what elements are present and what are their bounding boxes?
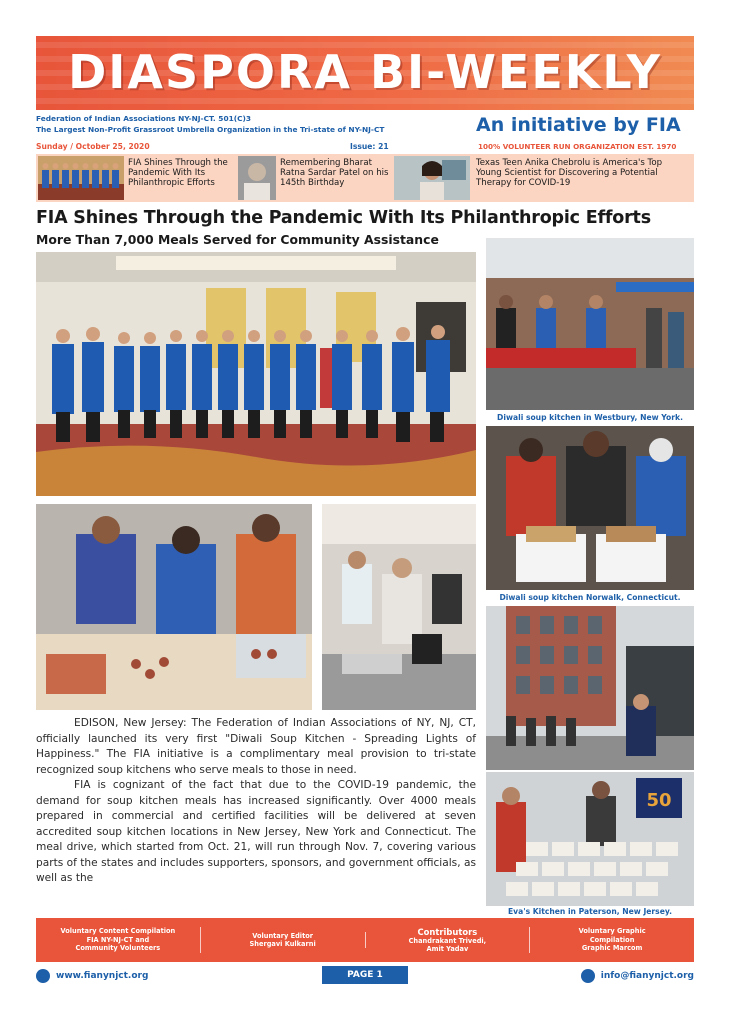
page-number: PAGE 1 [322, 966, 408, 984]
teaser-bar [36, 154, 694, 202]
email-icon [581, 969, 595, 983]
teaser-2-text[interactable]: Remembering Bharat Ratna Sardar Patel on his 145th Birthday [280, 158, 389, 188]
issue-date: Sunday / October 25, 2020 [36, 142, 150, 151]
email-link[interactable]: info@fianynjct.org [581, 969, 694, 983]
org-description: The Largest Non-Profit Grassroot Umbrella Organization in the Tri-state of NY-NJ-CT [36, 125, 385, 134]
photo-evas-kitchen [486, 772, 694, 906]
article-body [36, 716, 476, 887]
article-subhead: More Than 7,000 Meals Served for Community Assistance [36, 232, 439, 247]
article-paragraph-2: FIA is cognizant of the fact that due to the COVID-19 pandemic, the demand for soup kitchen meals has increased significantly. Over 4000 meals prepared in commercial and certified facilities will be delivered at seven accredited soup kitchen locations in New Jersey, New York and Connecticut. The meal drive, which started from Oct. 21, will run through Nov. 7, covering various parts of the states and includes supporters, sponsors, and government officials, as well as the [36, 779, 476, 884]
article-headline: FIA Shines Through the Pandemic With Its Philanthropic Efforts [36, 208, 651, 228]
group-photo-main [36, 252, 476, 496]
photo-westbury-kitchen [486, 238, 694, 410]
credit-editor: Voluntary Editor Shergavi Kulkarni [201, 932, 366, 949]
photo-paterson-street [486, 606, 694, 770]
issue-number: Issue: 21 [350, 142, 389, 151]
caption-norwalk: Diwali soup kitchen Norwalk, Connecticut. [499, 593, 681, 602]
svg-text:50: 50 [646, 790, 672, 811]
teaser-3-text[interactable]: Texas Teen Anika Chebrolu is America's Top Young Scientist for Discovering a Potential Therapy for COVID-19 [476, 158, 663, 188]
website-link[interactable]: www.fianynjct.org [36, 969, 148, 983]
credit-contributors: Contributors Chandrakant Trivedi, Amit Yadav [366, 927, 531, 954]
volunteer-label: 100% VOLUNTEER RUN ORGANIZATION EST. 1970 [478, 142, 677, 151]
initiative-label: An initiative by FIA [476, 114, 681, 136]
caption-westbury: Diwali soup kitchen in Westbury, New York. [497, 413, 683, 422]
masthead-banner [36, 36, 694, 110]
caption-paterson: Eva's Kitchen in Paterson, New Jersey. [507, 907, 672, 916]
footer [36, 966, 694, 990]
teaser-thumb-group-photo[interactable] [38, 156, 124, 200]
teaser-thumb-scientist[interactable] [394, 156, 470, 200]
teaser-1-text[interactable]: FIA Shines Through the Pandemic With Its Philanthropic Efforts [128, 158, 228, 188]
credit-content-compilation: Voluntary Content Compilation FIA NY-NJ-CT and Community Volunteers [36, 927, 201, 952]
publication-title: DIASPORA BI-WEEKLY [68, 45, 662, 99]
photo-kitchen-serving [322, 504, 476, 710]
photo-norwalk-kitchen [486, 426, 694, 590]
article-paragraph-1: EDISON, New Jersey: The Federation of Indian Associations of NY, NJ, CT, officially launched its very first "Diwali Soup Kitchen - Spreading Lights of Happiness." The FIA initiative is a complimentary meal provision to tri-state recognized soup kitchens who serve meals to those in need. [36, 717, 476, 776]
teaser-thumb-portrait[interactable] [238, 156, 276, 200]
photo-packing-meals [36, 504, 312, 710]
credit-graphic-compilation: Voluntary Graphic Compilation Graphic Marcom [578, 927, 646, 953]
credits-bar [36, 918, 694, 962]
globe-icon [36, 969, 50, 983]
org-registration: Federation of Indian Associations NY-NJ-CT. 501(C)3 [36, 114, 252, 123]
